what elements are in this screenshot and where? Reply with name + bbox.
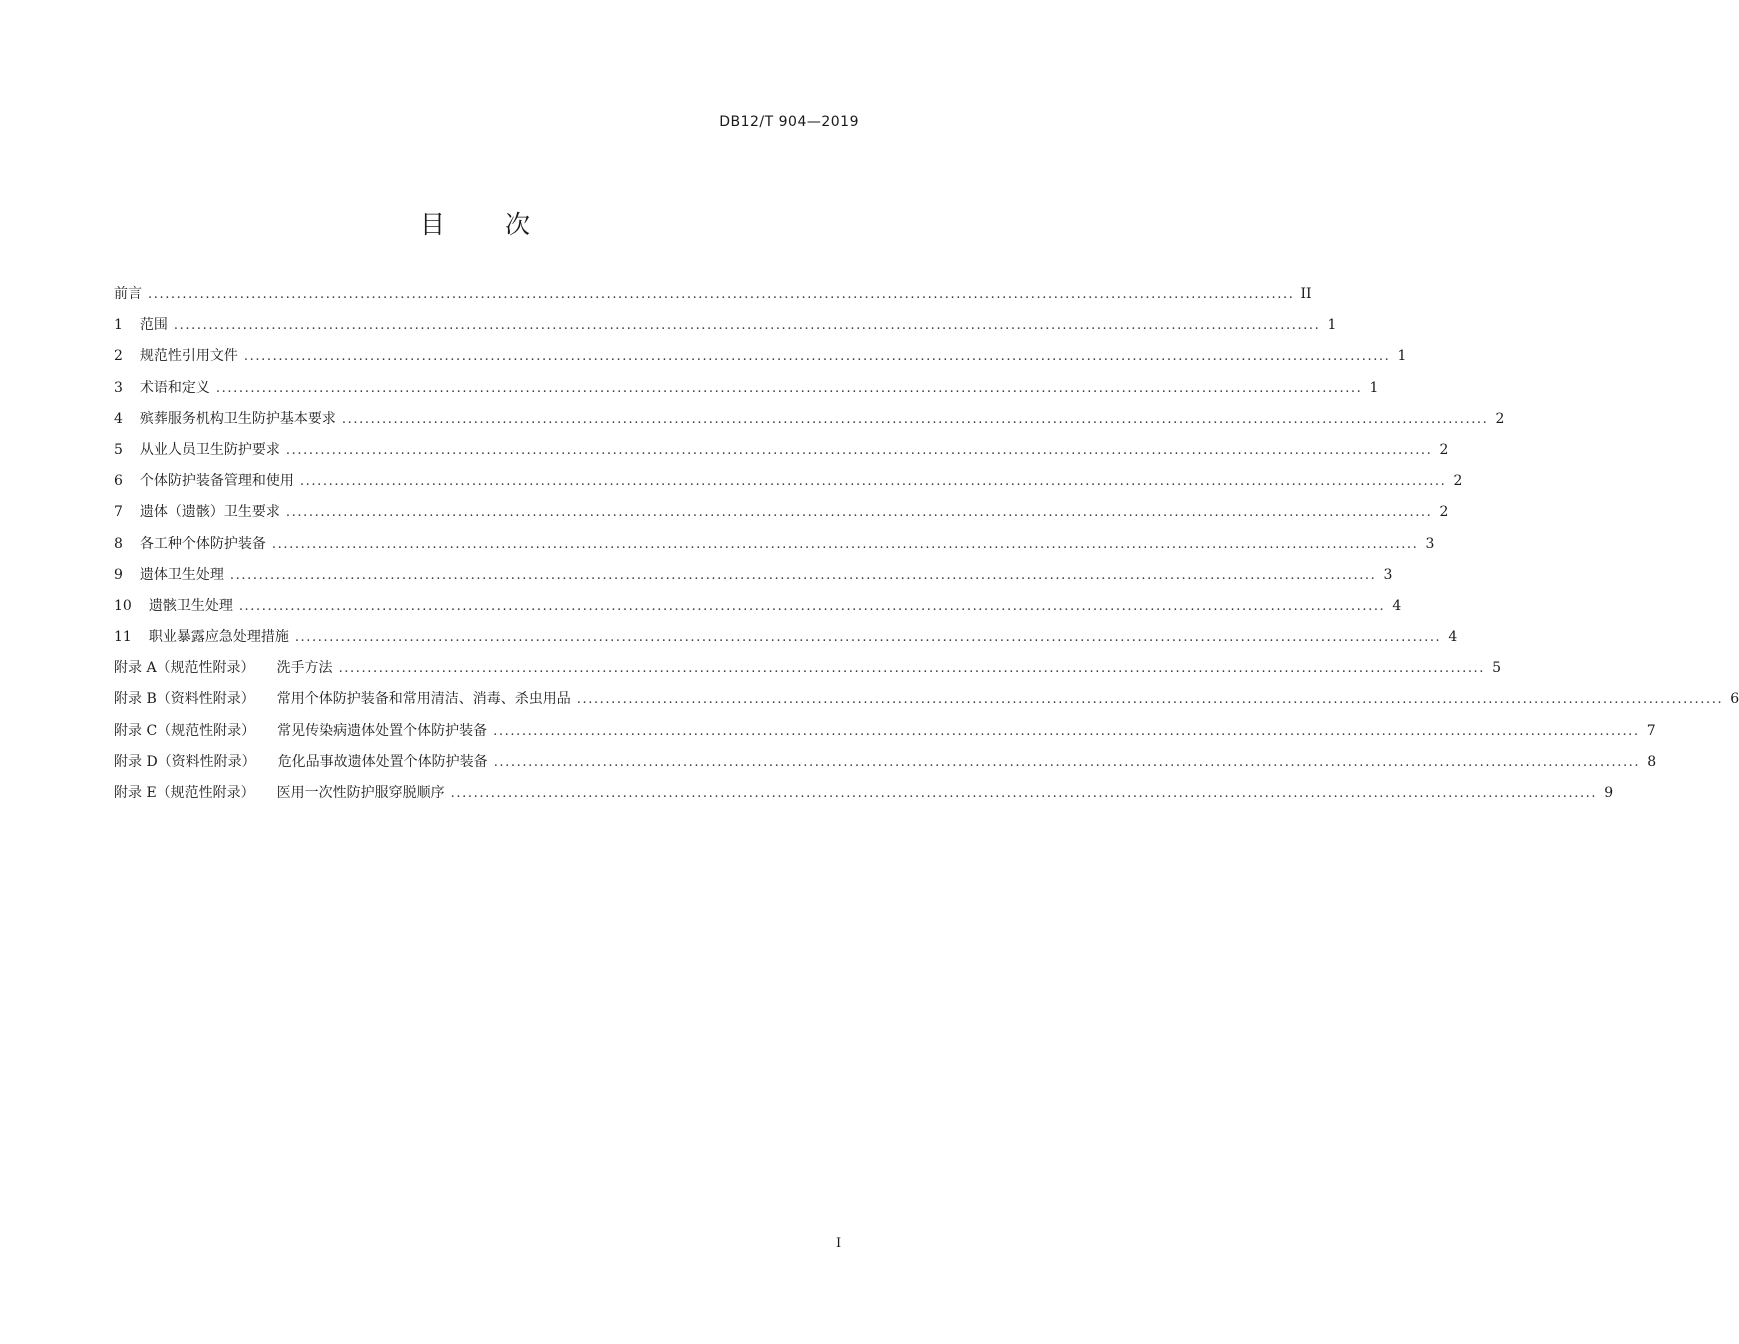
toc-entry-text bbox=[114, 595, 233, 615]
toc-entry-text bbox=[114, 626, 289, 646]
toc-dot-leader: ........................................................................................................................................................................................................ bbox=[285, 442, 1433, 458]
toc-section-number: 8 bbox=[114, 535, 123, 552]
toc-entry-label: 范围 bbox=[139, 317, 168, 334]
toc-dot-leader: ........................................................................................................................................................................................................ bbox=[271, 536, 1419, 552]
toc-entry-label: 医用一次性防护服穿脱顺序 bbox=[276, 785, 445, 801]
toc-entry-text bbox=[114, 564, 224, 584]
toc-section-number: 1 bbox=[114, 317, 123, 334]
toc-section-number: 3 bbox=[114, 379, 123, 396]
toc-entry[interactable] bbox=[114, 751, 1657, 782]
toc-section-number: 7 bbox=[114, 504, 123, 521]
toc-page-number: 1 bbox=[1397, 348, 1407, 365]
toc-page-number: 1 bbox=[1369, 379, 1379, 396]
toc-entry-label: 危化品事故遗体处置个体防护装备 bbox=[277, 753, 488, 770]
toc-annex-designation: 附录 C（规范性附录） bbox=[114, 722, 256, 739]
toc-section-number: 11 bbox=[114, 629, 132, 646]
toc-section-number: 4 bbox=[114, 410, 123, 427]
toc-dot-leader: ........................................................................................................................................................................................................ bbox=[148, 287, 1295, 302]
toc-entry-label: 前言 bbox=[114, 286, 142, 302]
toc-entry-text bbox=[114, 377, 210, 397]
toc-page-number: 4 bbox=[1392, 597, 1402, 614]
toc-entry[interactable] bbox=[114, 626, 1458, 657]
toc-page-number: 7 bbox=[1646, 722, 1656, 739]
toc-section-number: 5 bbox=[114, 441, 123, 458]
toc-dot-leader: ........................................................................................................................................................................................................ bbox=[493, 723, 1640, 739]
toc-entry-label: 从业人员卫生防护要求 bbox=[139, 441, 280, 458]
toc-entry-label: 殡葬服务机构卫生防护基本要求 bbox=[139, 410, 336, 427]
toc-page-number: 3 bbox=[1425, 535, 1435, 552]
toc-dot-leader: ........................................................................................................................................................................................................ bbox=[338, 661, 1486, 677]
toc-page-number: 8 bbox=[1647, 753, 1657, 770]
toc-entry-text bbox=[114, 439, 280, 459]
toc-entry-text bbox=[114, 470, 294, 490]
toc-dot-leader: ........................................................................................................................................................................................................ bbox=[229, 567, 1377, 583]
toc-entry-label: 遗体（遗骸）卫生要求 bbox=[139, 504, 280, 521]
toc-page-number: 2 bbox=[1495, 410, 1505, 427]
toc-annex-designation: 附录 E（规范性附录） bbox=[114, 785, 255, 801]
toc-entry-text bbox=[114, 283, 142, 303]
toc-entry[interactable] bbox=[114, 688, 1739, 719]
toc-page-number: II bbox=[1300, 286, 1312, 302]
toc-page-number: 2 bbox=[1439, 441, 1449, 458]
toc-dot-leader: ........................................................................................................................................................................................................ bbox=[299, 474, 1447, 490]
toc-entry-label: 职业暴露应急处理措施 bbox=[148, 629, 289, 646]
toc-entry-text bbox=[114, 533, 266, 553]
toc-dot-leader: ........................................................................................................................................................................................................ bbox=[285, 505, 1433, 521]
toc-section-number: 9 bbox=[114, 566, 123, 583]
toc-annex-designation: 附录 B（资料性附录） bbox=[114, 691, 255, 708]
toc-entry-text bbox=[114, 782, 445, 802]
toc-dot-leader: ........................................................................................................................................................................................................ bbox=[173, 318, 1321, 334]
toc-entry[interactable] bbox=[114, 470, 1463, 501]
toc-entry[interactable] bbox=[114, 283, 1312, 314]
toc-page-number: 2 bbox=[1439, 504, 1449, 521]
toc-entry-text bbox=[114, 751, 488, 771]
page-number: I bbox=[836, 1236, 842, 1251]
toc-entry[interactable] bbox=[114, 657, 1502, 688]
toc-dot-leader: ........................................................................................................................................................................................................ bbox=[450, 786, 1598, 801]
toc-annex-designation: 附录 A（规范性附录） bbox=[114, 660, 255, 677]
toc-entry-text bbox=[114, 345, 238, 365]
toc-page-number: 5 bbox=[1492, 660, 1502, 677]
toc-dot-leader: ........................................................................................................................................................................................................ bbox=[576, 692, 1724, 708]
toc-annex-designation: 附录 D（资料性附录） bbox=[114, 753, 256, 770]
toc-section-number: 2 bbox=[114, 348, 123, 365]
toc-dot-leader: ........................................................................................................................................................................................................ bbox=[243, 349, 1391, 365]
toc-entry-label: 各工种个体防护装备 bbox=[139, 535, 266, 552]
toc-entry-text bbox=[114, 408, 336, 428]
toc-entry-text bbox=[114, 314, 168, 334]
toc-page-number: 6 bbox=[1730, 691, 1739, 708]
toc-dot-leader: ........................................................................................................................................................................................................ bbox=[238, 598, 1386, 614]
toc-section-number: 10 bbox=[114, 597, 132, 614]
toc-entry[interactable] bbox=[114, 377, 1379, 408]
toc-dot-leader: ........................................................................................................................................................................................................ bbox=[493, 754, 1641, 770]
toc-dot-leader: ........................................................................................................................................................................................................ bbox=[294, 630, 1442, 646]
toc-entry-text bbox=[114, 501, 280, 521]
toc-entry-label: 洗手方法 bbox=[276, 660, 333, 677]
toc-section-number: 6 bbox=[114, 473, 123, 490]
toc-dot-leader: ........................................................................................................................................................................................................ bbox=[215, 380, 1363, 396]
toc-entry[interactable] bbox=[114, 439, 1449, 470]
toc-entry-label: 规范性引用文件 bbox=[139, 348, 238, 365]
toc-title: 目 次 bbox=[420, 210, 556, 239]
toc-entry[interactable] bbox=[114, 314, 1337, 345]
toc-entry[interactable] bbox=[114, 533, 1435, 564]
toc-entry-text bbox=[114, 720, 487, 740]
toc-page-number: 3 bbox=[1383, 566, 1393, 583]
toc-entry-text bbox=[114, 688, 571, 708]
toc-entry-label: 常见传染病遗体处置个体防护装备 bbox=[277, 722, 488, 739]
toc-entry[interactable] bbox=[114, 564, 1393, 595]
toc-entry[interactable] bbox=[114, 345, 1407, 376]
toc-entry[interactable] bbox=[114, 408, 1505, 439]
toc-entry[interactable] bbox=[114, 720, 1656, 751]
toc-page-number: 9 bbox=[1604, 785, 1614, 801]
toc-page-number: 2 bbox=[1453, 473, 1463, 490]
toc-entry[interactable] bbox=[114, 501, 1449, 532]
toc-dot-leader: ........................................................................................................................................................................................................ bbox=[341, 411, 1489, 427]
toc-entry-label: 遗体卫生处理 bbox=[139, 566, 224, 583]
toc-entry-text bbox=[114, 657, 333, 677]
toc-entry[interactable] bbox=[114, 595, 1402, 626]
toc-page-number: 4 bbox=[1448, 629, 1458, 646]
table-of-contents bbox=[114, 283, 1739, 813]
toc-entry-label: 术语和定义 bbox=[139, 379, 210, 396]
toc-entry[interactable] bbox=[114, 782, 1614, 813]
toc-entry-label: 个体防护装备管理和使用 bbox=[139, 473, 294, 490]
toc-entry-label: 遗骸卫生处理 bbox=[148, 597, 233, 614]
toc-page-number: 1 bbox=[1327, 317, 1337, 334]
document-code: DB12/T 904—2019 bbox=[719, 114, 859, 130]
toc-entry-label: 常用个体防护装备和常用清洁、消毒、杀虫用品 bbox=[276, 691, 571, 708]
